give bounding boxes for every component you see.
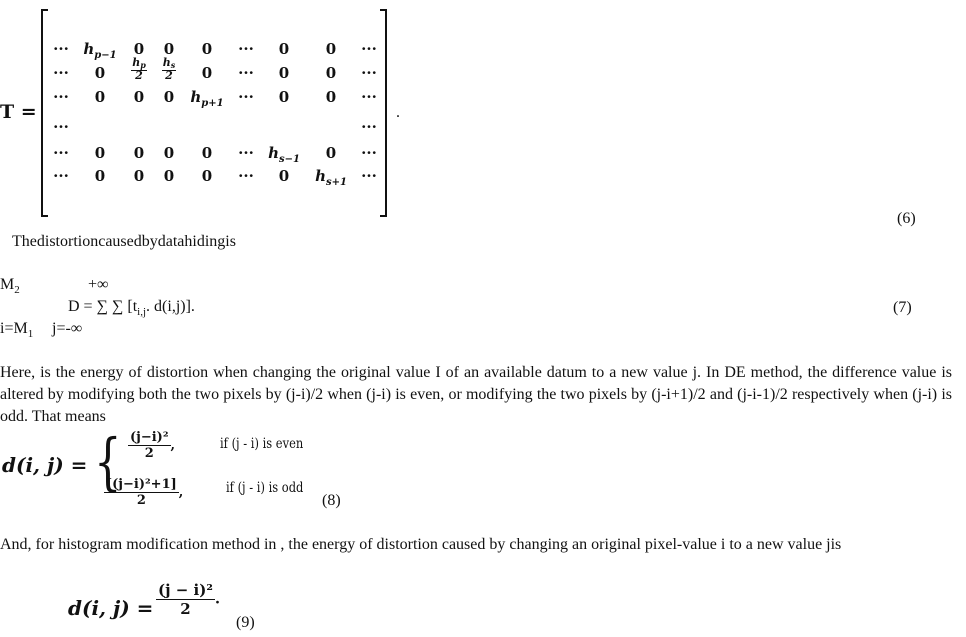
matrix-cell: $\frac{h_p}{2}$: [132, 56, 146, 82]
eq8-case2: $\frac{\text{[(j−i)²+1]}}{2}$ ,: [106, 477, 184, 508]
matrix-cell: 0: [133, 40, 145, 58]
matrix-cell: ···: [361, 40, 377, 58]
matrix-cell: ···: [361, 88, 377, 106]
matrix-cell: 0: [201, 64, 213, 82]
matrix-cell: 0: [325, 144, 337, 162]
matrix-cell: 0: [133, 144, 145, 162]
matrix-cell: ···: [53, 118, 69, 136]
matrix-cell: 0: [325, 40, 337, 58]
matrix-cell: 0: [133, 88, 145, 106]
matrix-cell: 0: [278, 64, 290, 82]
eq7-lower-left: $i=M_1$: [0, 320, 34, 340]
matrix-cell: ···: [53, 40, 69, 58]
equation-number-7: (7): [893, 299, 912, 316]
matrix-cell: ···: [361, 118, 377, 136]
matrix-cell: ···: [238, 40, 254, 58]
matrix-cell: ···: [53, 167, 69, 185]
matrix-cell: 0: [163, 144, 175, 162]
eq8-case2-condition: if (j - i) is odd: [226, 480, 304, 496]
equation-number-9: (9): [236, 614, 255, 631]
matrix-cell: ···: [238, 167, 254, 185]
eq7-main: D = ∑ ∑ [$t_{i,j}$. d(i,j)].: [68, 298, 195, 318]
matrix-cell: 0: [94, 64, 106, 82]
eq9-fraction: $\frac{\text{(j − i)²}}{2}$ .: [158, 581, 221, 618]
eq7-lower-right: j=-∞: [52, 320, 83, 337]
matrix-cell: 0: [94, 144, 106, 162]
matrix-cell: ···: [238, 88, 254, 106]
equation-number-6: (6): [897, 210, 916, 227]
matrix-cell: 0: [325, 88, 337, 106]
matrix-cell: 0: [278, 88, 290, 106]
matrix-cell: 0: [201, 144, 213, 162]
matrix-cell: $\frac{h_s}{2}$: [162, 56, 176, 82]
paragraph-distortion-intro: Thedistortioncausedbydatahidingis: [12, 233, 236, 250]
matrix-cell: 0: [201, 40, 213, 58]
matrix-cell: ···: [238, 64, 254, 82]
matrix-cell: 0: [325, 64, 337, 82]
matrix-cell: ···: [361, 144, 377, 162]
matrix-cell: $h_{s-1}$: [268, 144, 300, 165]
eq7-upper-left: $M_2$: [0, 276, 20, 296]
matrix-cell: 0: [163, 88, 175, 106]
matrix-cell: 0: [133, 167, 145, 185]
matrix-cell: 0: [94, 167, 106, 185]
equation-number-8: (8): [322, 492, 341, 509]
matrix-cell: ···: [361, 64, 377, 82]
matrix-cell: 0: [201, 167, 213, 185]
matrix-cell: 0: [278, 167, 290, 185]
matrix-cell: ···: [238, 144, 254, 162]
eq8-case1-condition: if (j - i) is even: [220, 436, 304, 452]
matrix-cell: $h_{p+1}$: [190, 88, 224, 109]
eq8-lhs: d(i, j) =: [2, 453, 88, 477]
paragraph-histogram-method: And, for histogram modification method in , the energy of distortion caused by changing an original pixel-value i to a new value jis: [0, 536, 842, 553]
matrix-cell: ···: [53, 88, 69, 106]
matrix-cell: 0: [278, 40, 290, 58]
matrix-cell: ···: [361, 167, 377, 185]
eq9-lhs: d(i, j) =: [68, 596, 154, 620]
paragraph-de-method: Here, is the energy of distortion when changing the original value I of an available datum to a new value j. In DE method, the difference value is altered by modifying both the two pixels by (j-i)/2 when (j-i) is even, or modifying the two pixels by (j-i+1)/2 and (j-i-1)/2 respectively when (j-i) is odd. That means: [0, 364, 952, 425]
matrix-cell: $h_{p-1}$: [83, 40, 117, 61]
matrix-cell: 0: [94, 88, 106, 106]
eq7-upper-right: +∞: [88, 276, 109, 293]
matrix-cell: 0: [163, 40, 175, 58]
matrix-lhs: T =: [0, 101, 37, 123]
matrix-cell: ···: [53, 64, 69, 82]
matrix-cell: ···: [53, 144, 69, 162]
matrix-period: .: [396, 104, 400, 121]
eq8-brace: {: [94, 425, 122, 498]
matrix-cell: $h_{s+1}$: [315, 167, 347, 188]
eq8-case1: $\frac{\text{(j−i)²}}{2}$ ,: [130, 430, 176, 461]
matrix-cell: 0: [163, 167, 175, 185]
